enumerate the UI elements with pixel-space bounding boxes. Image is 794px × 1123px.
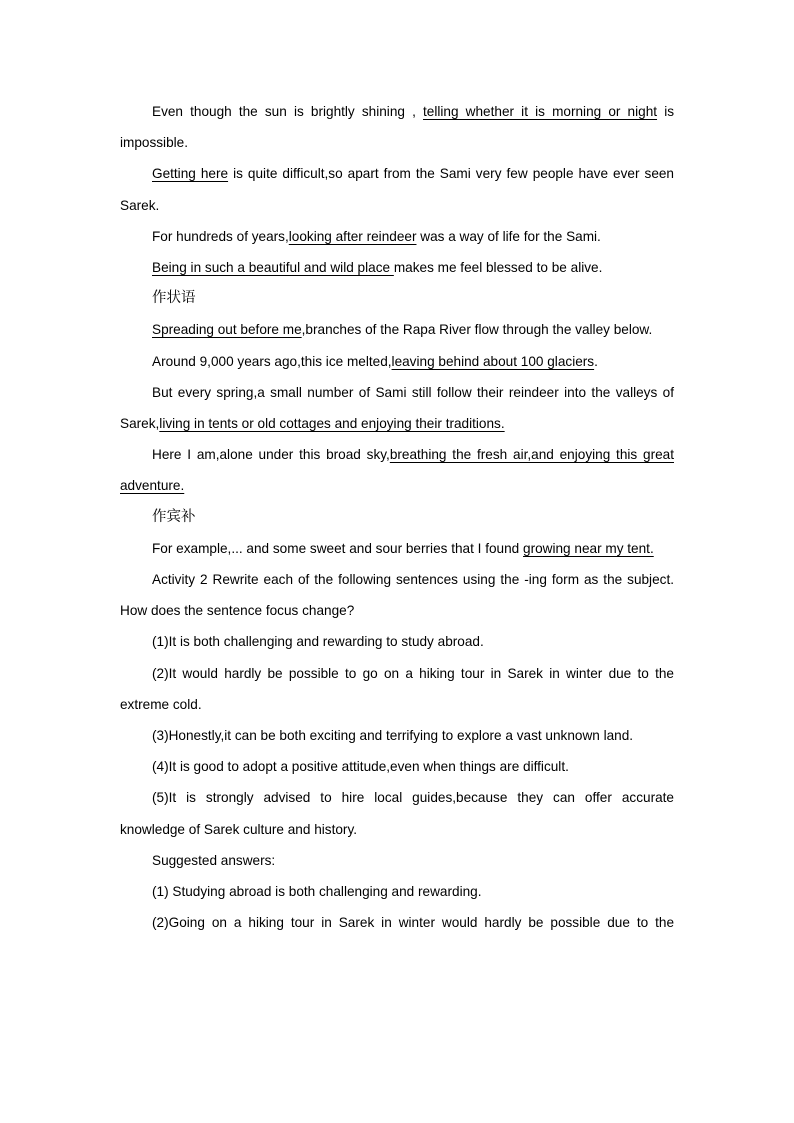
section-heading-complement: 作宾补 [152, 508, 196, 525]
underlined-phrase: Being in such a beautiful and wild place [152, 260, 394, 276]
text: is impossible. [120, 104, 675, 151]
text: But every spring,a small number of Sami still follow their reindeer into the valleys of Sarek, [120, 384, 674, 432]
underlined-phrase: leaving behind about 100 glaciers [391, 353, 595, 369]
paragraph-6 [120, 346, 674, 377]
text: . [594, 353, 598, 369]
question-2: (2)It would hardly be possible to go on a hiking tour in Sarek in winter due to the extreme cold. [120, 665, 674, 712]
paragraph-1 [120, 96, 674, 158]
text: ,branches of the Rapa River flow through the valley below. [301, 322, 653, 338]
text: For hundreds of years, [152, 228, 289, 244]
document-body [120, 96, 674, 938]
text: Even though the sun is brightly shining , [152, 104, 424, 119]
suggested-answers-label: Suggested answers: [152, 852, 276, 868]
paragraph-4 [120, 252, 674, 283]
question-1: (1)It is both challenging and rewarding to study abroad. [152, 634, 484, 650]
text: Here I am,alone under this broad sky, [152, 447, 390, 463]
paragraph-7 [120, 377, 674, 439]
activity-2-instructions: Activity 2 Rewrite each of the following sentences using the -ing form as the subject. How does the sentence focus change? [120, 572, 674, 619]
paragraph-5 [120, 314, 674, 345]
section-heading-adverbial: 作状语 [152, 290, 196, 307]
paragraph-3 [120, 221, 674, 252]
underlined-phrase: growing near my tent. [523, 540, 654, 556]
underlined-phrase: living in tents or old cottages and enjoying their traditions. [159, 416, 505, 432]
paragraph-2 [120, 158, 674, 220]
text: makes me feel blessed to be alive. [393, 260, 603, 276]
underlined-phrase: breathing the fresh air,and enjoying this great adventure. [120, 447, 674, 494]
underlined-phrase: telling whether it is morning or night [423, 104, 658, 119]
text: was a way of life for the Sami. [416, 228, 601, 244]
underlined-phrase: Getting here [152, 166, 229, 182]
text: For example,... and some sweet and sour berries that I found [152, 540, 524, 556]
question-4: (4)It is good to adopt a positive attitude,even when things are difficult. [152, 759, 569, 775]
underlined-phrase: looking after reindeer [288, 228, 417, 244]
paragraph-9 [120, 533, 674, 564]
question-3: (3)Honestly,it can be both exciting and terrifying to explore a vast unknown land. [152, 728, 634, 744]
underlined-phrase: Spreading out before me [152, 322, 302, 338]
question-5: (5)It is strongly advised to hire local guides,because they can offer accurate knowledge of Sarek culture and history. [120, 790, 674, 837]
answer-1: (1) Studying abroad is both challenging and rewarding. [152, 884, 482, 900]
answer-2: (2)Going on a hiking tour in Sarek in winter would hardly be possible due to the [152, 915, 674, 931]
text: is quite difficult,so apart from the Sami very few people have ever seen Sarek. [120, 166, 674, 213]
paragraph-8 [120, 439, 674, 501]
text: Around 9,000 years ago,this ice melted, [152, 353, 392, 369]
